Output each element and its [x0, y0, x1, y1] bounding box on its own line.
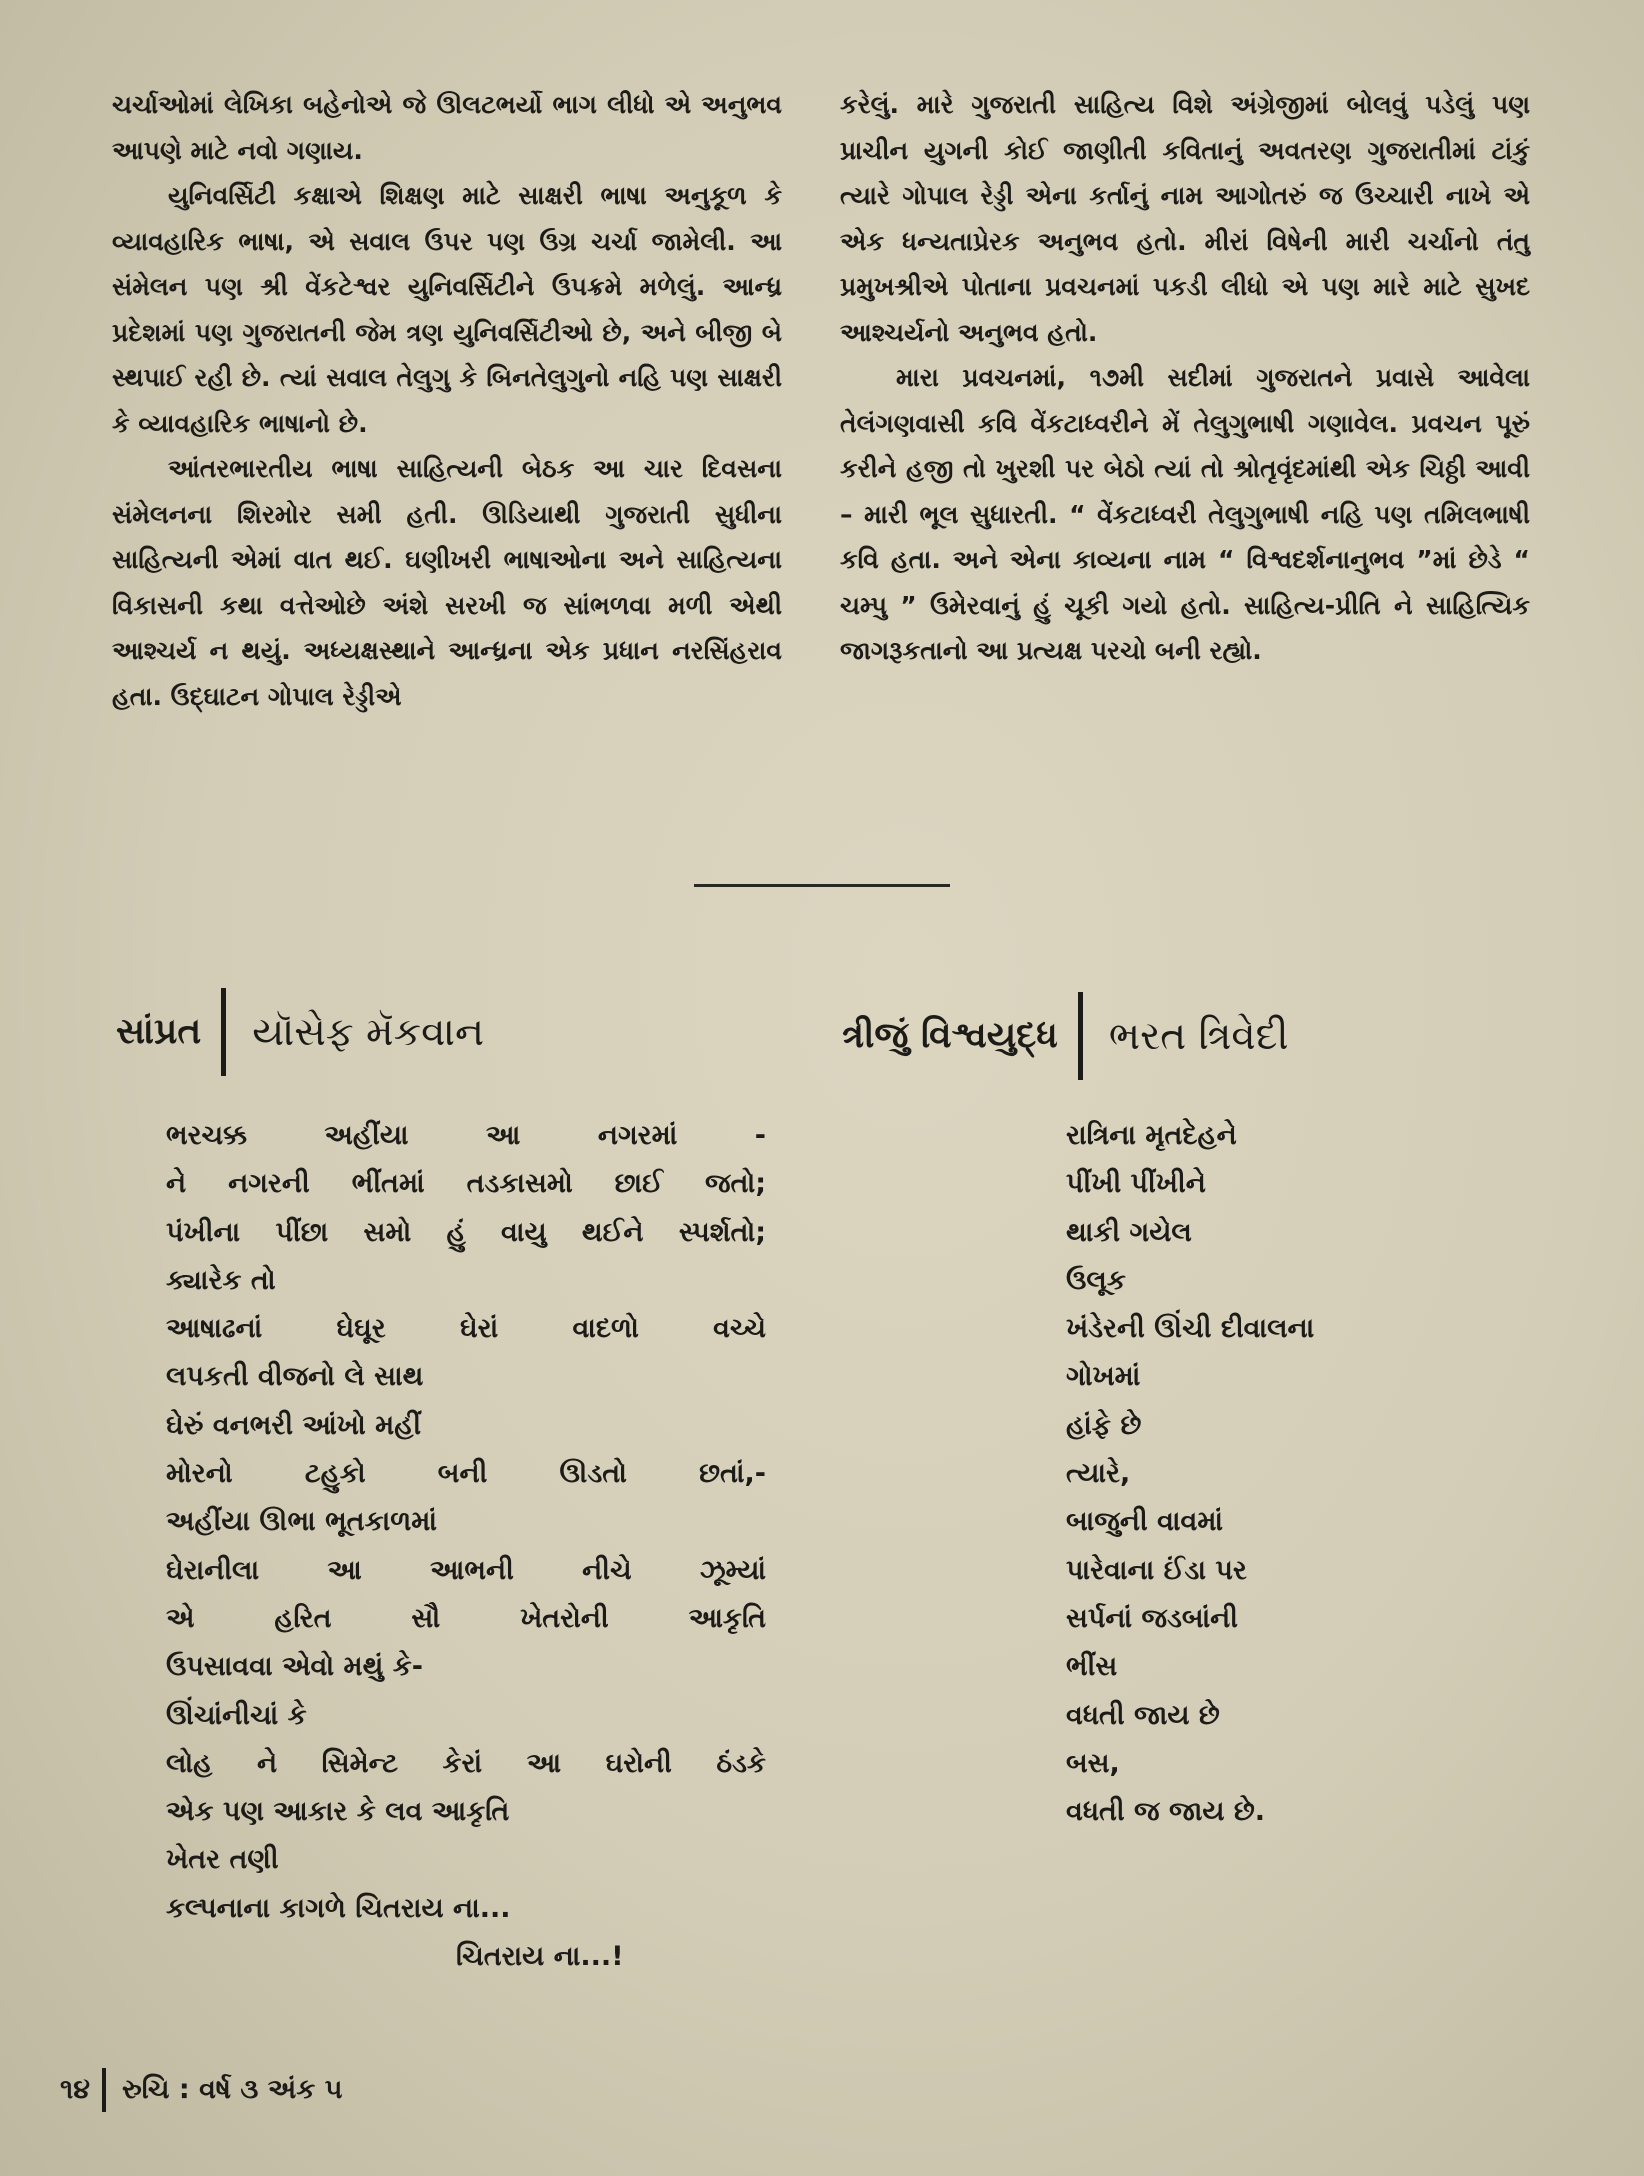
poem-author: ભરત ત્રિવેદી: [1108, 1013, 1289, 1059]
poem-line: બાજુની વાવમાં: [1066, 1506, 1224, 1538]
poem-line: લપકતી વીજનો લે સાથ: [166, 1361, 424, 1393]
article-column-right: [840, 82, 1530, 674]
poem-line: ઊંચાંનીચાં કે: [166, 1699, 307, 1731]
poem-line: લોહ ને સિમેન્ટ કેરાં આ ઘરોની ઠંડકે: [166, 1747, 766, 1779]
page-number: ૧૪: [60, 2074, 90, 2105]
article-paragraph: યુનિવર્સિટી કક્ષાએ શિક્ષણ માટે સાક્ષરી ભાષા અનુકૂળ કે વ્યાવહારિક ભાષા, એ સવાલ ઉપર પણ ઉગ્ર ચર્ચા જામેલી. આ સંમેલન પણ શ્રી વેંકટેશ્વર યુનિવર્સિટીને ઉપક્રમે મળેલું. આન્ધ્ર પ્રદેશમાં પણ ગુજરાતની જેમ ત્રણ યુનિવર્સિટીઓ છે, અને બીજી બે સ્થપાઈ રહી છે. ત્યાં સવાલ તેલુગુ કે બિનતેલુગુનો નહિ પણ સાક્ષરી કે વ્યાવહારિક ભાષાનો છે.: [112, 181, 782, 438]
poem-line: થાકી ગયેલ: [1066, 1216, 1192, 1248]
poem-line: ક્યારેક તો: [166, 1264, 276, 1296]
article-paragraph: ચર્ચાઓમાં લેખિકા બહેનોએ જે ઊલટભર્યો ભાગ લીધો એ અનુભવ આપણે માટે નવો ગણાય.: [112, 90, 782, 165]
poem-line: ઘેરું વનભરી આંખો મહીં: [166, 1409, 422, 1441]
poem-line: રાત્રિના મૃતદેહને: [1066, 1120, 1237, 1151]
poem-line: સર્પનાં જડબાંની: [1066, 1602, 1239, 1634]
section-divider: [694, 884, 950, 887]
poem-line: ભરચક્ક અહીંયા આ નગરમાં -: [166, 1120, 766, 1151]
article-paragraph: મારા પ્રવચનમાં, ૧૭મી સદીમાં ગુજરાતને પ્રવાસે આવેલા તેલંગણવાસી કવિ વેંકટાધ્વરીને મેં તેલુગુભાષી ગણાવેલ. પ્રવચન પૂરું કરીને હજી તો ખુરશી પર બેઠો ત્યાં તો શ્રોતૃવૃંદમાંથી એક ચિઠ્ઠી આવી – મારી ભૂલ સુધારતી. “ વેંકટાધ્વરી તેલુગુભાષી નહિ પણ તમિલભાષી કવિ હતા. અને એના કાવ્યના નામ “ વિશ્વદર્શનાનુભવ ”માં છેડે “ ચમ્પુ ” ઉમેરવાનું હું ચૂકી ગયો હતો. સાહિત્ય-પ્રીતિ ને સાહિત્યિક જાગરૂકતાનો આ પ્રત્યક્ષ પરચો બની રહ્યો.: [840, 363, 1530, 665]
poem-line: ગોખમાં: [1066, 1361, 1141, 1393]
poem-author: યૉસેફ મૅકવાન: [252, 1009, 485, 1055]
poem-line: ત્યારે,: [1066, 1458, 1131, 1490]
title-divider-bar: [221, 988, 226, 1076]
poem-line: કલ્પનાના કાગળે ચિતરાય ના...: [166, 1892, 511, 1924]
poem-line: ચિતરાય ના...!: [456, 1941, 624, 1973]
poem-heading-right: [842, 992, 1289, 1080]
poem-line: બસ,: [1066, 1747, 1120, 1779]
poem-title: ત્રીજું વિશ્વયુદ્ધ: [842, 1015, 1058, 1056]
page-footer: [60, 2068, 342, 2112]
poem-line: વધતી જાય છે: [1066, 1699, 1220, 1731]
poem-line: ને નગરની ભીંતમાં તડકાસમો છાઈ જતો;: [166, 1168, 766, 1200]
poem-line: પંખીના પીંછા સમો હું વાયુ થઈને સ્પર્શતો;: [166, 1216, 766, 1248]
poem-line: વધતી જ જાય છે.: [1066, 1796, 1265, 1828]
poem-line: ઘેરાનીલા આ આભની નીચે ઝૂમ્યાં: [166, 1554, 766, 1586]
poem-line: ખેતર તણી: [166, 1844, 279, 1876]
poem-line: ભીંસ: [1066, 1651, 1118, 1683]
poem-line: પારેવાના ઈંડા પર: [1066, 1554, 1247, 1586]
poem-line: એક પણ આકાર કે લવ આકૃતિ: [166, 1796, 510, 1828]
poem-line: એ હરિત સૌ ખેતરોની આકૃતિ: [166, 1602, 766, 1634]
poem-line: ઉલૂક: [1066, 1264, 1126, 1296]
poem-line: મોરનો ટહુકો બની ઊડતો છતાં,-: [166, 1458, 766, 1490]
poem-left-body: [166, 1112, 766, 1981]
poem-right-body: [1066, 1112, 1366, 1836]
poem-line: ખંડેરની ઊંચી દીવાલના: [1066, 1313, 1315, 1345]
poem-heading-left: [116, 988, 484, 1076]
poem-line: હાંફે છે: [1066, 1409, 1142, 1441]
title-divider-bar: [1078, 992, 1083, 1080]
article-paragraph: કરેલું. મારે ગુજરાતી સાહિત્ય વિશે અંગ્રેજીમાં બોલવું પડેલું પણ પ્રાચીન યુગની કોઈ જાણીતી કવિતાનું અવતરણ ગુજરાતીમાં ટાંકું ત્યારે ગોપાલ રેડ્ડી એના કર્તાનું નામ આગોતરું જ ઉચ્ચારી નાખે એ એક ધન્યતાપ્રેરક અનુભવ હતો. મીરાં વિષેની મારી ચર્ચાનો તંતુ પ્રમુખશ્રીએ પોતાના પ્રવચનમાં પકડી લીધો એ પણ મારે માટે સુખદ આશ્ચર્યનો અનુભવ હતો.: [840, 90, 1530, 347]
issue-info: રુચિ : વર્ષ ૩ અંક ૫: [121, 2074, 343, 2105]
poem-line: પીંખી પીંખીને: [1066, 1168, 1206, 1200]
poem-line: અહીંયા ઊભા ભૂતકાળમાં: [166, 1506, 437, 1538]
article-paragraph: આંતરભારતીય ભાષા સાહિત્યની બેઠક આ ચાર દિવસના સંમેલનના શિરમોર સમી હતી. ઊડિયાથી ગુજરાતી સુધીના સાહિત્યની એમાં વાત થઈ. ઘણીખરી ભાષાઓના અને સાહિત્યના વિકાસની કથા વત્તેઓછે અંશે સરખી જ સાંભળવા મળી એથી આશ્ચર્ય ન થયું. અધ્યક્ષસ્થાને આન્ધ્રના એક પ્રધાન નરસિંહરાવ હતા. ઉદ્‌ઘાટન ગોપાલ રેડ્ડીએ: [112, 454, 782, 711]
article-column-left: [112, 82, 782, 719]
footer-divider-bar: [102, 2068, 106, 2112]
poem-line: ઉપસાવવા એવો મથું કે-: [166, 1651, 423, 1683]
poem-line: આષાઢનાં ઘેઘૂર ઘેરાં વાદળો વચ્ચે: [166, 1313, 766, 1345]
poem-title: સાંપ્રત: [116, 1011, 202, 1052]
